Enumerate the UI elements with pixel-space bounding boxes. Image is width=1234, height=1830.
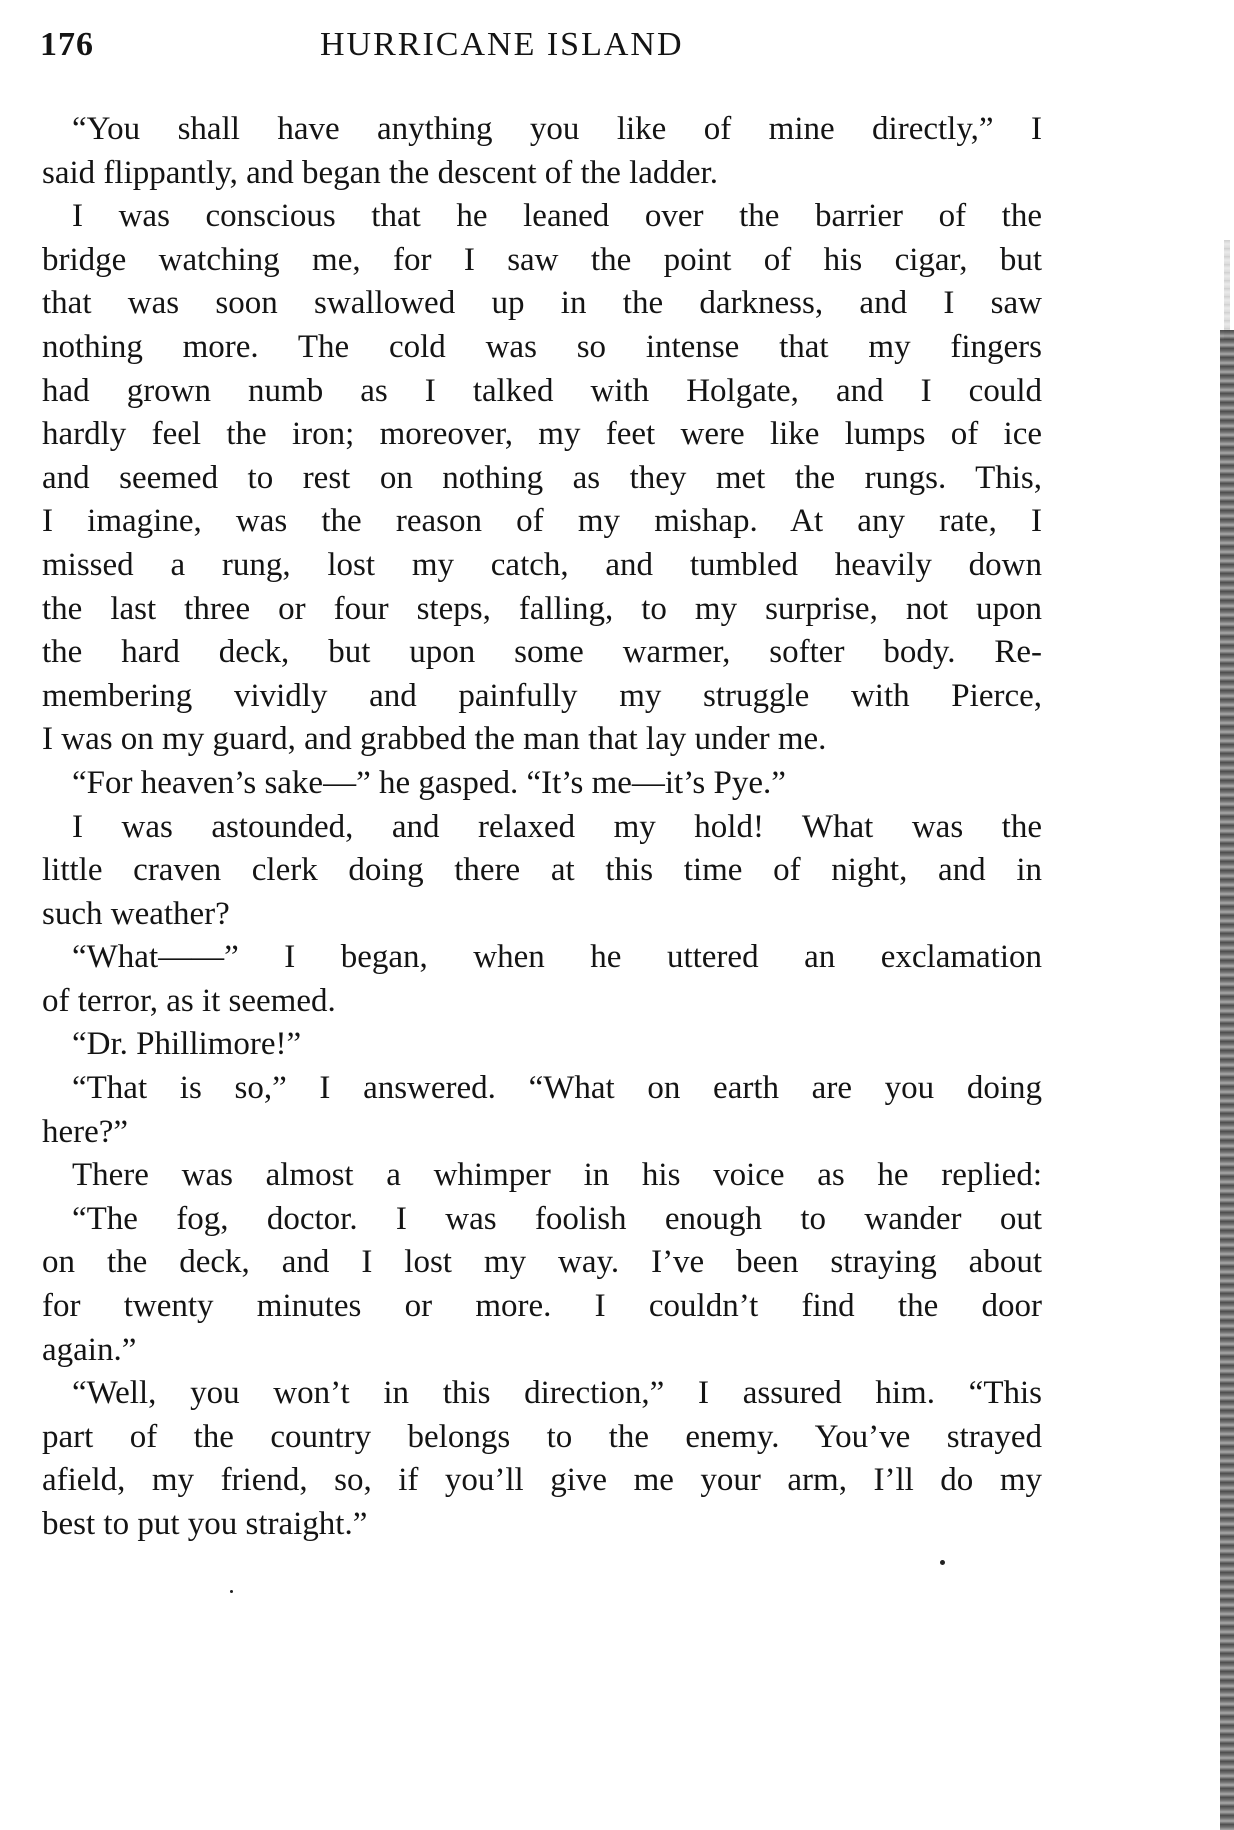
- text-line: that was soon swallowed up in the darkness, and I saw: [42, 285, 1042, 322]
- text-line: There was almost a whimper in his voice as he replied:: [72, 1157, 1042, 1194]
- text-line: “For heaven’s sake—” he gasped. “It’s me—it’s Pye.”: [72, 764, 786, 801]
- text-line: and seemed to rest on nothing as they met the rungs. This,: [42, 459, 1042, 496]
- book-title: HURRICANE ISLAND: [320, 26, 684, 63]
- print-speck: [230, 1590, 233, 1593]
- page-edge-shading-faint: [1224, 240, 1230, 340]
- text-line: such weather?: [42, 895, 230, 932]
- text-line: bridge watching me, for I saw the point of his cigar, but: [42, 241, 1042, 278]
- text-line: hardly feel the iron; moreover, my feet were like lumps of ice: [42, 416, 1042, 453]
- text-line: membering vividly and painfully my struggle with Pierce,: [42, 677, 1042, 714]
- text-line: of terror, as it seemed.: [42, 982, 336, 1019]
- text-line: afield, my friend, so, if you’ll give me your arm, I’ll do my: [42, 1462, 1042, 1499]
- text-line: nothing more. The cold was so intense that my fingers: [42, 328, 1042, 365]
- body-text: [42, 108, 1042, 1547]
- text-line: “That is so,” I answered. “What on earth are you doing: [72, 1070, 1042, 1107]
- text-line: “Dr. Phillimore!”: [72, 1026, 302, 1063]
- text-line: I was astounded, and relaxed my hold! What was the: [72, 808, 1042, 845]
- text-line: “What——” I began, when he uttered an exclamation: [72, 939, 1042, 976]
- text-line: I was conscious that he leaned over the barrier of the: [72, 198, 1042, 235]
- text-line: “You shall have anything you like of mine directly,” I: [72, 111, 1042, 147]
- text-line: I imagine, was the reason of my mishap. At any rate, I: [42, 503, 1042, 540]
- text-line: said flippantly, and began the descent of the ladder.: [42, 154, 718, 191]
- text-line: “Well, you won’t in this direction,” I assured him. “This: [72, 1375, 1042, 1412]
- text-line: “The fog, doctor. I was foolish enough to wander out: [72, 1200, 1042, 1237]
- page-edge-shading: [1220, 330, 1234, 1830]
- text-line: missed a rung, lost my catch, and tumbled heavily down: [42, 546, 1042, 583]
- text-line: best to put you straight.”: [42, 1506, 368, 1542]
- text-line: the hard deck, but upon some warmer, softer body. Re-: [42, 634, 1042, 671]
- print-speck: [940, 1560, 945, 1565]
- text-line: for twenty minutes or more. I couldn’t find the door: [42, 1288, 1042, 1325]
- text-line: again.”: [42, 1331, 137, 1368]
- text-line: part of the country belongs to the enemy. You’ve strayed: [42, 1418, 1042, 1455]
- text-line: the last three or four steps, falling, to my surprise, not upon: [42, 590, 1042, 627]
- text-line: here?”: [42, 1113, 129, 1150]
- text-line: little craven clerk doing there at this time of night, and in: [42, 852, 1042, 889]
- text-line: on the deck, and I lost my way. I’ve been straying about: [42, 1244, 1042, 1281]
- page-number: 176: [40, 26, 94, 63]
- running-head: [40, 26, 1040, 76]
- text-line: I was on my guard, and grabbed the man that lay under me.: [42, 721, 827, 758]
- text-line: had grown numb as I talked with Holgate, and I could: [42, 372, 1042, 409]
